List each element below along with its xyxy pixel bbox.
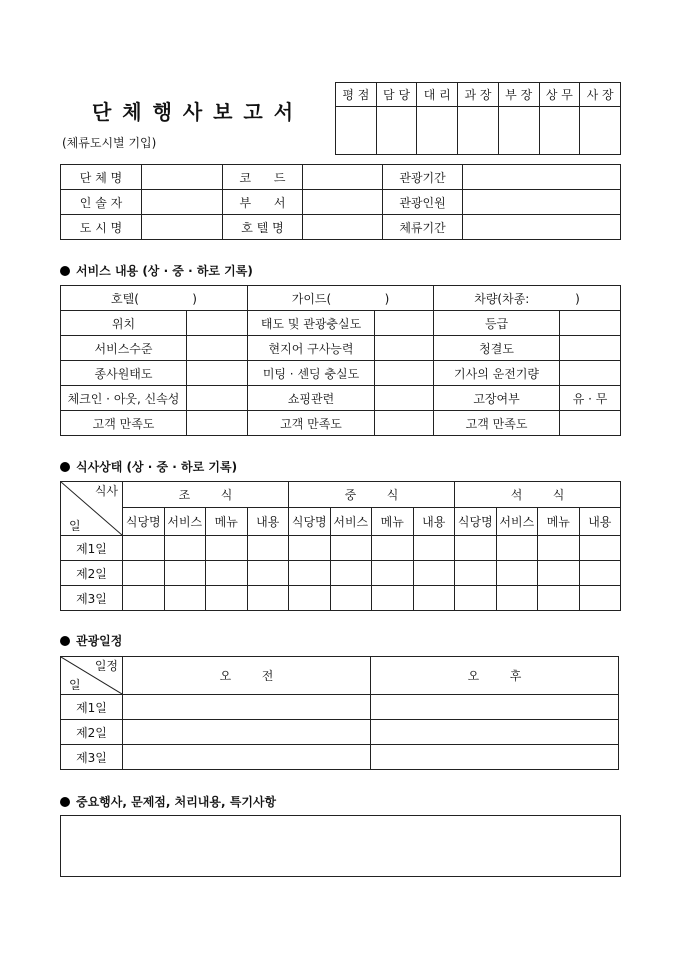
meal-heading — [60, 458, 237, 475]
meal-rating-cell[interactable] — [164, 586, 206, 611]
table-row — [61, 215, 621, 240]
info-label: 인 솔 자 — [61, 190, 142, 215]
info-value-cell[interactable] — [142, 165, 223, 190]
meal-rating-cell[interactable] — [164, 536, 206, 561]
info-table — [60, 164, 621, 240]
meal-rating-cell[interactable] — [579, 586, 621, 611]
corner-label-top: 식사 — [94, 484, 118, 498]
meal-rating-cell[interactable] — [123, 536, 165, 561]
bullet-icon — [60, 797, 70, 807]
service-rating-cell[interactable] — [560, 311, 621, 336]
meal-rating-cell[interactable] — [496, 586, 538, 611]
table-row — [61, 386, 621, 411]
table-row — [61, 190, 621, 215]
table-row — [61, 657, 619, 695]
meal-rating-cell[interactable] — [413, 536, 455, 561]
meal-rating-cell[interactable] — [289, 561, 331, 586]
meal-rating-cell[interactable] — [538, 536, 580, 561]
meal-group-header: 조 식 — [123, 482, 289, 508]
table-row — [61, 745, 619, 770]
meal-rating-cell[interactable] — [206, 561, 248, 586]
meal-subcol-header: 내용 — [247, 508, 289, 536]
service-item-label: 청결도 — [434, 336, 560, 361]
meal-rating-cell[interactable] — [330, 561, 372, 586]
meal-subcol-header: 내용 — [579, 508, 621, 536]
tour-period-header: 오 전 — [123, 657, 371, 695]
service-item-label: 쇼핑관련 — [248, 386, 375, 411]
meal-rating-cell[interactable] — [413, 561, 455, 586]
corner-label-bottom: 일 — [69, 678, 81, 692]
table-row — [61, 508, 621, 536]
tour-pm-cell[interactable] — [371, 745, 619, 770]
service-heading — [60, 262, 253, 279]
table-row — [61, 286, 621, 311]
info-value-cell[interactable] — [463, 165, 621, 190]
day-label: 제3일 — [61, 745, 123, 770]
table-row — [61, 695, 619, 720]
info-value-cell[interactable] — [463, 190, 621, 215]
meal-rating-cell[interactable] — [123, 586, 165, 611]
day-label: 제2일 — [61, 720, 123, 745]
service-rating-cell[interactable] — [187, 386, 248, 411]
meal-rating-cell[interactable] — [579, 561, 621, 586]
service-item-label: 기사의 운전기량 — [434, 361, 560, 386]
table-row — [61, 586, 621, 611]
service-table — [60, 285, 621, 436]
service-item-label: 고객 만족도 — [434, 411, 560, 436]
service-category-header: 가이드( ) — [248, 286, 434, 311]
table-row — [61, 336, 621, 361]
meal-rating-cell[interactable] — [206, 586, 248, 611]
meal-rating-cell[interactable] — [330, 586, 372, 611]
meal-rating-cell[interactable] — [496, 561, 538, 586]
service-rating-cell[interactable] — [560, 336, 621, 361]
meal-subcol-header: 메뉴 — [538, 508, 580, 536]
service-item-label: 종사원태도 — [61, 361, 187, 386]
info-value-cell[interactable] — [303, 215, 383, 240]
meal-rating-cell[interactable] — [247, 561, 289, 586]
service-rating-cell[interactable] — [375, 386, 434, 411]
approval-sign-cell[interactable] — [498, 107, 539, 155]
notes-box[interactable] — [60, 815, 621, 877]
bullet-icon — [60, 266, 70, 276]
service-item-label: 미팅 · 센딩 충실도 — [248, 361, 375, 386]
meal-rating-cell[interactable] — [123, 561, 165, 586]
day-label: 제3일 — [61, 586, 123, 611]
service-item-label: 서비스수준 — [61, 336, 187, 361]
table-row — [61, 411, 621, 436]
corner-label-bottom: 일 — [69, 519, 81, 533]
meal-subcol-header: 서비스 — [496, 508, 538, 536]
info-label: 도 시 명 — [61, 215, 142, 240]
meal-rating-cell[interactable] — [372, 536, 414, 561]
tour-pm-cell[interactable] — [371, 720, 619, 745]
meal-rating-cell[interactable] — [455, 536, 497, 561]
service-rating-cell[interactable] — [187, 336, 248, 361]
info-label: 단 체 명 — [61, 165, 142, 190]
meal-subcol-header: 메뉴 — [372, 508, 414, 536]
tour-am-cell[interactable] — [123, 720, 371, 745]
info-label: 부 서 — [223, 190, 303, 215]
meal-rating-cell[interactable] — [455, 561, 497, 586]
bullet-icon — [60, 636, 70, 646]
tour-corner-cell — [61, 657, 123, 695]
tour-am-cell[interactable] — [123, 695, 371, 720]
service-item-label: 현지어 구사능력 — [248, 336, 375, 361]
info-label: 관광기간 — [383, 165, 463, 190]
info-value-cell[interactable] — [303, 190, 383, 215]
meal-rating-cell[interactable] — [579, 536, 621, 561]
approval-sign-cell[interactable] — [580, 107, 621, 155]
document-subtitle: (체류도시별 기입) — [62, 136, 157, 150]
service-item-label: 태도 및 관광충실도 — [248, 311, 375, 336]
tour-period-header: 오 후 — [371, 657, 619, 695]
approval-table — [335, 82, 621, 155]
info-value-cell[interactable] — [142, 215, 223, 240]
meal-subcol-header: 식당명 — [289, 508, 331, 536]
approval-sign-cell[interactable] — [458, 107, 499, 155]
service-rating-cell[interactable] — [375, 311, 434, 336]
meal-rating-cell[interactable] — [164, 561, 206, 586]
meal-subcol-header: 서비스 — [330, 508, 372, 536]
table-row — [61, 165, 621, 190]
info-label: 관광인원 — [383, 190, 463, 215]
approval-label: 과 장 — [458, 83, 499, 107]
info-value-cell[interactable] — [463, 215, 621, 240]
service-rating-cell[interactable]: 유 · 무 — [560, 386, 621, 411]
service-category-header: 차량(차종: ) — [434, 286, 621, 311]
service-rating-cell[interactable] — [560, 361, 621, 386]
table-row — [61, 482, 621, 508]
document-title: 단 체 행 사 보 고 서 — [92, 100, 296, 124]
meal-subcol-header: 메뉴 — [206, 508, 248, 536]
service-item-label: 고객 만족도 — [61, 411, 187, 436]
meal-rating-cell[interactable] — [372, 561, 414, 586]
notes-heading-text: 중요행사, 문제점, 처리내용, 특기사항 — [76, 795, 277, 809]
meal-heading-text: 식사상태 (상 · 중 · 하로 기록) — [76, 460, 238, 474]
approval-label: 담 당 — [376, 83, 417, 107]
meal-rating-cell[interactable] — [538, 586, 580, 611]
service-rating-cell[interactable] — [375, 361, 434, 386]
meal-rating-cell[interactable] — [538, 561, 580, 586]
info-label: 호 텔 명 — [223, 215, 303, 240]
meal-rating-cell[interactable] — [413, 586, 455, 611]
info-label: 코 드 — [223, 165, 303, 190]
approval-sign-cell[interactable] — [376, 107, 417, 155]
service-item-label: 고장여부 — [434, 386, 560, 411]
meal-rating-cell[interactable] — [496, 536, 538, 561]
meal-rating-cell[interactable] — [247, 536, 289, 561]
meal-rating-cell[interactable] — [372, 586, 414, 611]
meal-subcol-header: 식당명 — [455, 508, 497, 536]
notes-heading — [60, 793, 276, 810]
meal-group-header: 중 식 — [289, 482, 455, 508]
service-item-label: 등급 — [434, 311, 560, 336]
approval-label: 평 점 — [336, 83, 377, 107]
service-rating-cell[interactable] — [187, 411, 248, 436]
approval-label: 부 장 — [498, 83, 539, 107]
tour-pm-cell[interactable] — [371, 695, 619, 720]
approval-sign-cell[interactable] — [417, 107, 458, 155]
meal-table — [60, 481, 621, 611]
approval-label: 대 리 — [417, 83, 458, 107]
info-value-cell[interactable] — [142, 190, 223, 215]
service-category-header: 호텔( ) — [61, 286, 248, 311]
table-row — [61, 561, 621, 586]
tour-am-cell[interactable] — [123, 745, 371, 770]
meal-corner-cell — [61, 482, 123, 536]
service-heading-text: 서비스 내용 (상 · 중 · 하로 기록) — [76, 264, 253, 278]
tour-table — [60, 656, 619, 770]
day-label: 제2일 — [61, 561, 123, 586]
service-item-label: 위치 — [61, 311, 187, 336]
meal-rating-cell[interactable] — [330, 536, 372, 561]
corner-label-top: 일정 — [94, 659, 118, 673]
info-value-cell[interactable] — [303, 165, 383, 190]
service-rating-cell[interactable] — [187, 311, 248, 336]
meal-rating-cell[interactable] — [289, 536, 331, 561]
table-row — [61, 311, 621, 336]
meal-subcol-header: 내용 — [413, 508, 455, 536]
meal-group-header: 석 식 — [455, 482, 621, 508]
service-item-label: 체크인 · 아웃, 신속성 — [61, 386, 187, 411]
day-label: 제1일 — [61, 536, 123, 561]
meal-subcol-header: 식당명 — [123, 508, 165, 536]
service-rating-cell[interactable] — [375, 336, 434, 361]
table-row — [61, 361, 621, 386]
meal-rating-cell[interactable] — [206, 536, 248, 561]
bullet-icon — [60, 462, 70, 472]
table-row — [61, 536, 621, 561]
meal-rating-cell[interactable] — [247, 586, 289, 611]
info-label: 체류기간 — [383, 215, 463, 240]
meal-rating-cell[interactable] — [455, 586, 497, 611]
service-rating-cell[interactable] — [560, 411, 621, 436]
day-label: 제1일 — [61, 695, 123, 720]
tour-heading — [60, 632, 122, 649]
approval-sign-cell[interactable] — [539, 107, 580, 155]
approval-label: 사 장 — [580, 83, 621, 107]
service-item-label: 고객 만족도 — [248, 411, 375, 436]
table-row — [61, 720, 619, 745]
service-rating-cell[interactable] — [187, 361, 248, 386]
approval-sign-cell[interactable] — [336, 107, 377, 155]
service-rating-cell[interactable] — [375, 411, 434, 436]
meal-rating-cell[interactable] — [289, 586, 331, 611]
tour-heading-text: 관광일정 — [76, 634, 123, 648]
approval-label: 상 무 — [539, 83, 580, 107]
meal-subcol-header: 서비스 — [164, 508, 206, 536]
